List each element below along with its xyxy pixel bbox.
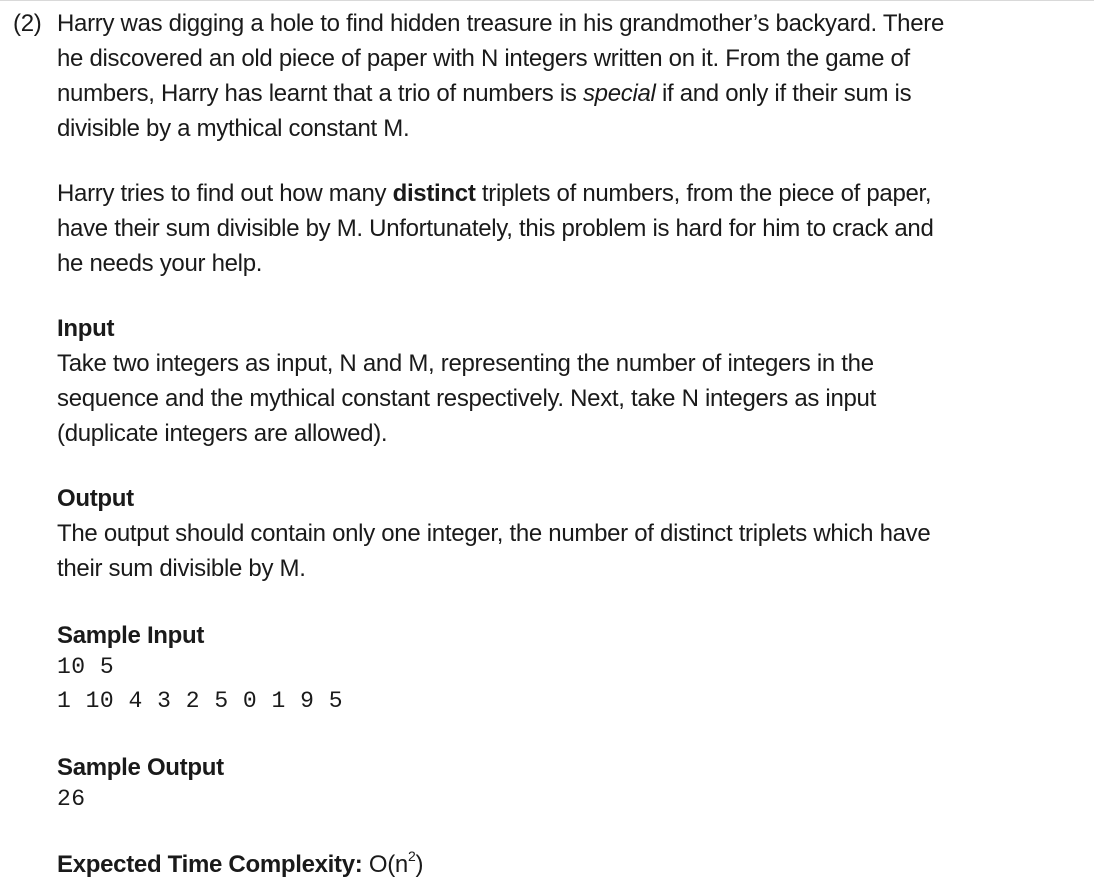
problem-number: (2) — [13, 10, 42, 37]
sample-input-line-1: 10 5 — [57, 654, 115, 680]
problem-line-2: he discovered an old piece of paper with N integers written on it. From the game of — [57, 45, 910, 72]
task-line-3: he needs your help. — [57, 250, 263, 277]
output-line-2: their sum divisible by M. — [57, 555, 306, 582]
expected-complexity: Expected Time Complexity: $O(n^2)$ — [57, 848, 424, 878]
problem-line-4: divisible by a mythical constant M. — [57, 115, 410, 142]
complexity-exponent: 2 — [407, 848, 416, 864]
input-heading: Input — [57, 315, 115, 342]
input-line-1: Take two integers as input, N and M, representing the number of integers in the — [57, 350, 874, 377]
output-heading: Output — [57, 485, 134, 512]
problem-line-1 — [13, 9, 944, 39]
distinct-emphasis: distinct — [392, 180, 476, 207]
output-line-1: The output should contain only one integer, the number of distinct triplets which have — [57, 520, 931, 547]
complexity-label: Expected Time Complexity: — [57, 851, 363, 878]
sample-output-heading: Sample Output — [57, 754, 224, 781]
task-line-2: have their sum divisible by M. Unfortunately, this problem is hard for him to crack and — [57, 215, 934, 242]
problem-text: Harry was digging a hole to find hidden treasure in his grandmother’s backyard. There — [57, 10, 945, 37]
sample-input-line-2: 1 10 4 3 2 5 0 1 9 5 — [57, 688, 344, 714]
sample-output-value: 26 — [57, 786, 86, 812]
problem-line-3: numbers, Harry has learnt that a trio of numbers is special if and only if their sum is — [57, 80, 912, 107]
top-border-line — [0, 0, 1094, 1]
sample-input-heading: Sample Input — [57, 622, 205, 649]
task-line-1: Harry tries to find out how many distinct triplets of numbers, from the piece of paper, — [57, 180, 932, 207]
input-line-2: sequence and the mythical constant respectively. Next, take N integers as input — [57, 385, 876, 412]
input-line-3: (duplicate integers are allowed). — [57, 420, 388, 447]
special-emphasis: special — [582, 80, 656, 107]
complexity-value: O(n — [362, 851, 408, 878]
